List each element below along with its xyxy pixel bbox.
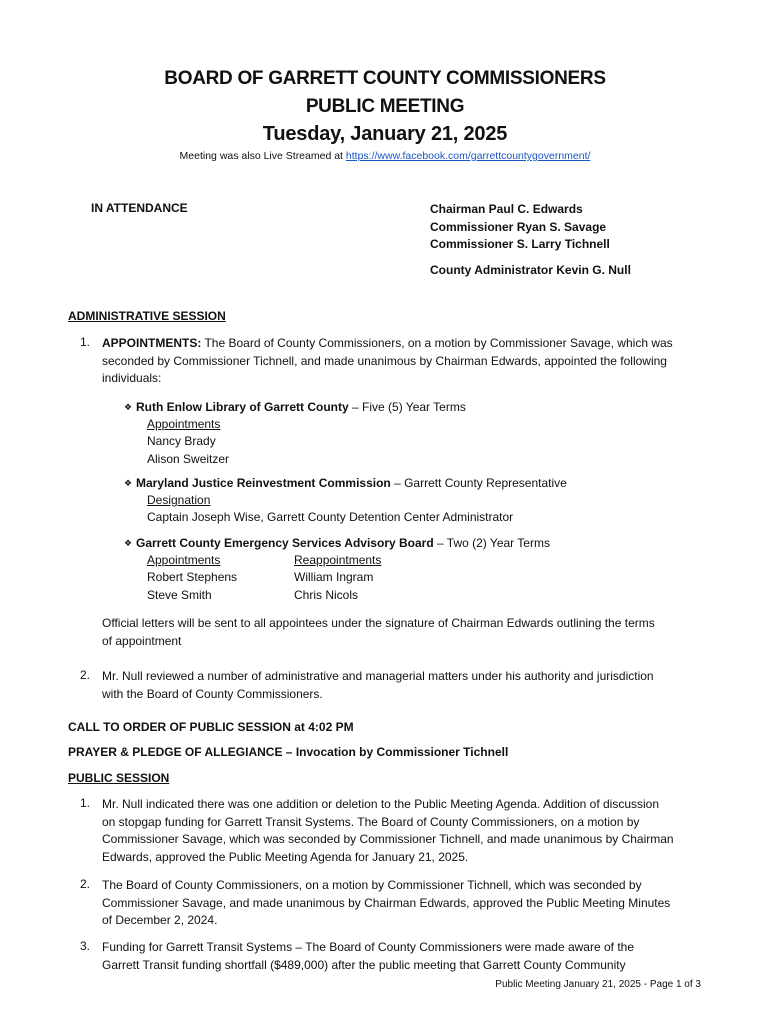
public-item-transit: Funding for Garrett Transit Systems – The Board of County Commissioners were made aware of the Garrett Transit funding shortfall ($489,000) after the public meeting that Garrett County Community [102, 940, 635, 972]
appointments-line1: The Board of County Commissioners, on a motion by Commissioner Savage, which was [201, 336, 673, 350]
board-title-line [136, 475, 567, 493]
board-term: – Two (2) Year Terms [433, 536, 550, 550]
appointments-lead: APPOINTMENTS: [102, 336, 202, 350]
attendance-label: IN ATTENDANCE [91, 201, 188, 215]
board-reappointees [294, 552, 381, 604]
appointee: Nancy Brady [147, 434, 216, 449]
board-name: Maryland Justice Reinvestment Commission [136, 476, 391, 490]
column-header: Designation [147, 493, 211, 507]
attendee: Commissioner Ryan S. Savage [430, 219, 607, 234]
diamond-bullet-icon: ❖ [124, 478, 133, 488]
attendee: Commissioner S. Larry Tichnell [430, 237, 610, 251]
diamond-bullet-icon: ❖ [124, 538, 133, 548]
livestream-prefix: Meeting was also Live Streamed at [179, 150, 346, 162]
official-letters-note: Official letters will be sent to all appointees under the signature of Chairman Edwards outlining the terms of appointment [102, 616, 655, 648]
appointee: Captain Joseph Wise, Garrett County Detention Center Administrator [147, 510, 514, 525]
public-session-heading: PUBLIC SESSION [68, 771, 170, 785]
column-header: Appointments [147, 553, 221, 567]
appointments-line2: seconded by Commissioner Tichnell, and made unanimous by Chairman Edwards, appointed the following [102, 353, 667, 368]
board-term: – Five (5) Year Terms [348, 400, 466, 414]
appointee: Alison Sweitzer [147, 451, 230, 466]
item-number: 2. [80, 877, 91, 891]
item-number: 1. [80, 796, 91, 810]
board-title-line [136, 399, 466, 417]
item-number: 2. [80, 668, 91, 682]
public-item-agenda: Mr. Null indicated there was one addition or deletion to the Public Meeting Agenda. Addition of discussion on stopgap funding for Garrett Transit Systems. The Board of County Commissioners, on a motion by Commissioner Savage, which was seconded by Commissioner Tichnell, and made unanimous by Chairman Edwards, approved the Public Meeting Agenda for January 21, 2025. [102, 797, 674, 864]
reappointee: William Ingram [294, 570, 374, 585]
board-name: Garrett County Emergency Services Advisory Board [136, 536, 434, 550]
attendee: Chairman Paul C. Edwards [430, 202, 583, 216]
prayer-pledge: PRAYER & PLEDGE OF ALLEGIANCE – Invocation by Commissioner Tichnell [68, 745, 509, 759]
administrative-session-heading: ADMINISTRATIVE SESSION [68, 309, 226, 323]
board-term: – Garrett County Representative [390, 476, 567, 490]
meeting-type: PUBLIC MEETING [305, 96, 465, 117]
appointments-line3: individuals: [102, 371, 162, 385]
column-header: Appointments [147, 417, 221, 431]
appointee: Robert Stephens [147, 570, 238, 585]
livestream-link[interactable]: https://www.facebook.com/garrettcountygovernment/ [345, 150, 591, 162]
administrator-report: Mr. Null reviewed a number of administrative and managerial matters under his authority and jurisdiction with the Board of County Commissioners. [102, 669, 654, 701]
appointee: Steve Smith [147, 587, 212, 602]
board-appointees [147, 552, 237, 604]
board-appointees [147, 416, 229, 468]
board-title-line [136, 535, 550, 553]
meeting-date: Tuesday, January 21, 2025 [262, 123, 508, 145]
reappointee: Chris Nicols [294, 587, 359, 602]
call-to-order: CALL TO ORDER OF PUBLIC SESSION at 4:02 PM [68, 720, 354, 734]
board-title: BOARD OF GARRETT COUNTY COMMISSIONERS [164, 68, 606, 89]
board-appointees [147, 492, 513, 527]
column-header: Reappointments [294, 553, 382, 567]
appointments-paragraph [102, 335, 673, 388]
board-name: Ruth Enlow Library of Garrett County [136, 400, 349, 414]
item-number: 1. [80, 335, 91, 349]
public-item-minutes: The Board of County Commissioners, on a motion by Commissioner Tichnell, which was seconded by Commissioner Savage, and made unanimous by Chairman Edwards, approved the Public Meeting Minutes of December 2, 2024. [102, 878, 671, 927]
item-number: 3. [80, 939, 91, 953]
livestream-note [0, 150, 770, 162]
diamond-bullet-icon: ❖ [124, 402, 133, 412]
attendance-list [430, 201, 610, 254]
page-footer: Public Meeting January 21, 2025 - Page 1 of 3 [495, 979, 701, 990]
county-administrator: County Administrator Kevin G. Null [430, 263, 631, 277]
